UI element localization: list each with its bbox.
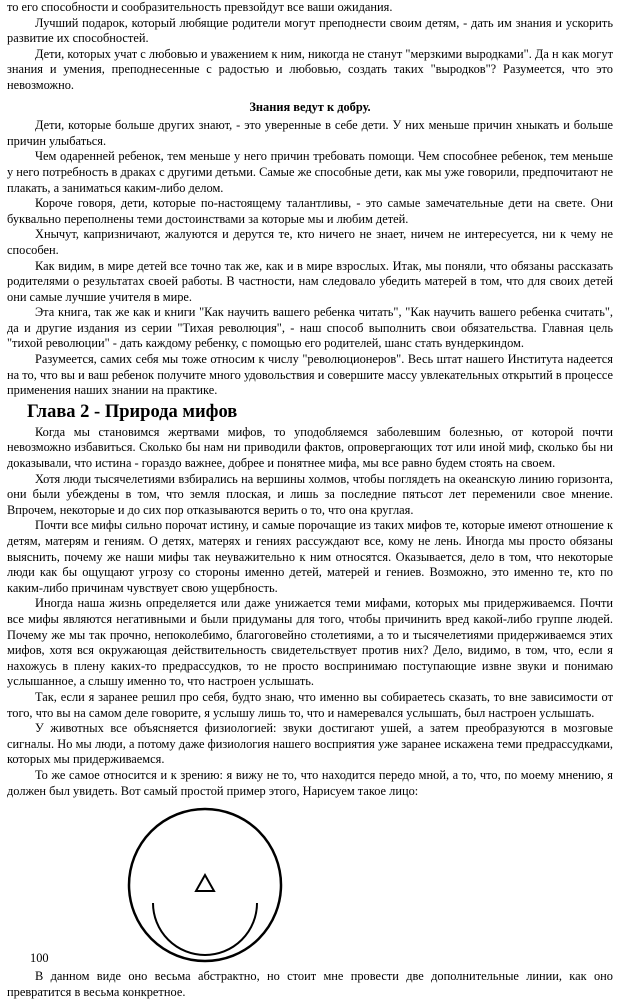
paragraph: Дети, которых учат с любовью и уважением к ним, никогда не станут "мерзкими выродками". Да н как могут знания и умения, преподнесенные с радостью и любовью, создать таких "выродков"? Разумеется, что это невозможно. [7,46,613,92]
paragraph: Хнычут, капризничают, жалуются и дерутся те, кто ничего не знает, ничем не интересуется, ни к чему не способен. [7,227,613,257]
paragraph: Дети, которые больше других знают, - это уверенные в себе дети. У них меньше причин хныкать и больше причин улыбаться. [7,118,613,148]
paragraph: Иногда наша жизнь определяется или даже унижается теми мифами, которых мы придерживаемся. Почти все мифы являются негативными и были придуманы для того, чтобы причинить вред какой-либо группе людей. Почему же мы так прочно, непоколебимо, благоговейно столетиями, а то и тысячелетиями придерживаемся этих мифов, хотя вся окружающая действительность свидетельствует против них? Дело, видимо, в том, что, если я нахожусь в плену каких-то предрассудков, то не просто воспринимаю поступающие извне звуки и понимаю услышанное, а слышу именно то, что настроен услышать. [7,596,613,689]
paragraph: Почти все мифы сильно порочат истину, и самые порочащие из таких мифов те, которые имеют отношение к детям, матерям и гениям. О детях, матерях и гениях рассуждают все, кому не лень. Иногда мы просто обязаны выяснить, почему же наши мифы так неуважительно к ним относятся. Оказывается, дело в том, что некоторые люди как бы ощущают угрозу со стороны именно детей, матерей и гениев. Возможно, это именно те, кто по каким-либо причинам чувствует свою ущербность. [7,518,613,595]
section-subheading: Знания ведут к добру. [249,99,371,114]
paragraph: Так, если я заранее решил про себя, будто знаю, что именно вы собираетесь сказать, то вне зависимости от того, что вы на самом деле говорите, я услышу лишь то, что и намеревался услышать, был настроен услышать. [7,689,613,720]
paragraph: Когда мы становимся жертвами мифов, то уподобляемся заболевшим болезнью, от которой почти невозможно избавиться. Сколько бы нам ни приводили фактов, опровергающих тот или иной миф, сколько бы ни доказывали, что истина - гораздо важнее, добрее и понятнее мифа, мы все равно будем стоять на своем. [7,424,613,471]
nose-triangle [196,875,214,891]
paragraph: Чем одаренней ребенок, тем меньше у него причин требовать помощи. Чем способнее ребенок, тем меньше у него потребность в драках с другими детьми. Самые же способные дети, как мы уже говорили, предпочитают не плакать, а заниматься каким-либо делом. [7,149,613,195]
paragraph: В данном виде оно весьма абстрактно, но стоит мне провести две дополнительные линии, как оно превратится в весьма конкретное. [7,969,613,999]
paragraph: то его способности и сообразительность превзойдут все ваши ожидания. [7,0,393,14]
mouth-arc [153,903,257,955]
paragraph: Лучший подарок, который любящие родители могут преподнести своим детям, - дать им знания и ускорить развитие их способностей. [7,15,613,46]
paragraph: То же самое относится и к зрению: я вижу не то, что находится передо мной, а то, что, по моему мнению, я должен был увидеть. Вот самый простой пример этого, Нарисуем такое лицо: [7,767,613,798]
text-column [7,0,613,1000]
paragraph: Разумеется, самих себя мы тоже относим к числу "революционеров". Весь штат нашего Института надеется на то, что вы и ваш ребенок получите много удовольствия и совершите массу увлекательных открытий в процессе применения наших знании на практике. [7,352,613,398]
face-figure [7,799,613,969]
paragraph: Эта книга, так же как и книги "Как научить вашего ребенка читать", "Как научить вашего ребенка считать", да и другие издания из серии "Тихая революция", - наш способ выполнить свои обязательства. Главная цель "тихой революции" - дать каждому ребенку, с помощью его родителей, шанс стать вундеркиндом. [7,305,613,351]
chapter-title: Глава 2 - Природа мифов [27,401,238,422]
paragraph: Как видим, в мире детей все точно так же, как и в мире взрослых. Итак, мы поняли, что обязаны рассказать родителями о результатах своей работы. В частности, нам следовало убедить матерей в том, что для своих детей они самые лучшие учителя в мире. [7,258,613,304]
paragraph: У животных все объясняется физиологией: звуки достигают ушей, а затем преобразуются в мозговые сигналы. Но мы люди, а потому даже физиология нашего восприятия уже заранее искажена теми предрассудками, которых мы придерживаемся. [7,721,613,767]
paragraph: Хотя люди тысячелетиями взбирались на вершины холмов, чтобы поглядеть на океанскую линию горизонта, они были убеждены в том, что земля плоская, и лишь за последние пятьсот лет переменили свое мнение. Впрочем, некоторые и до сих пор отказываются верить о то, что она круглая. [7,471,613,517]
abstract-face-drawing [125,805,285,965]
face-outline-circle [129,809,281,961]
page-number: 100 [30,951,49,965]
paragraph: Короче говоря, дети, которые по-настоящему талантливы, - это самые замечательные дети на свете. Они буквально переполнены теми достоинствами за которые мы и любим детей. [7,196,613,226]
